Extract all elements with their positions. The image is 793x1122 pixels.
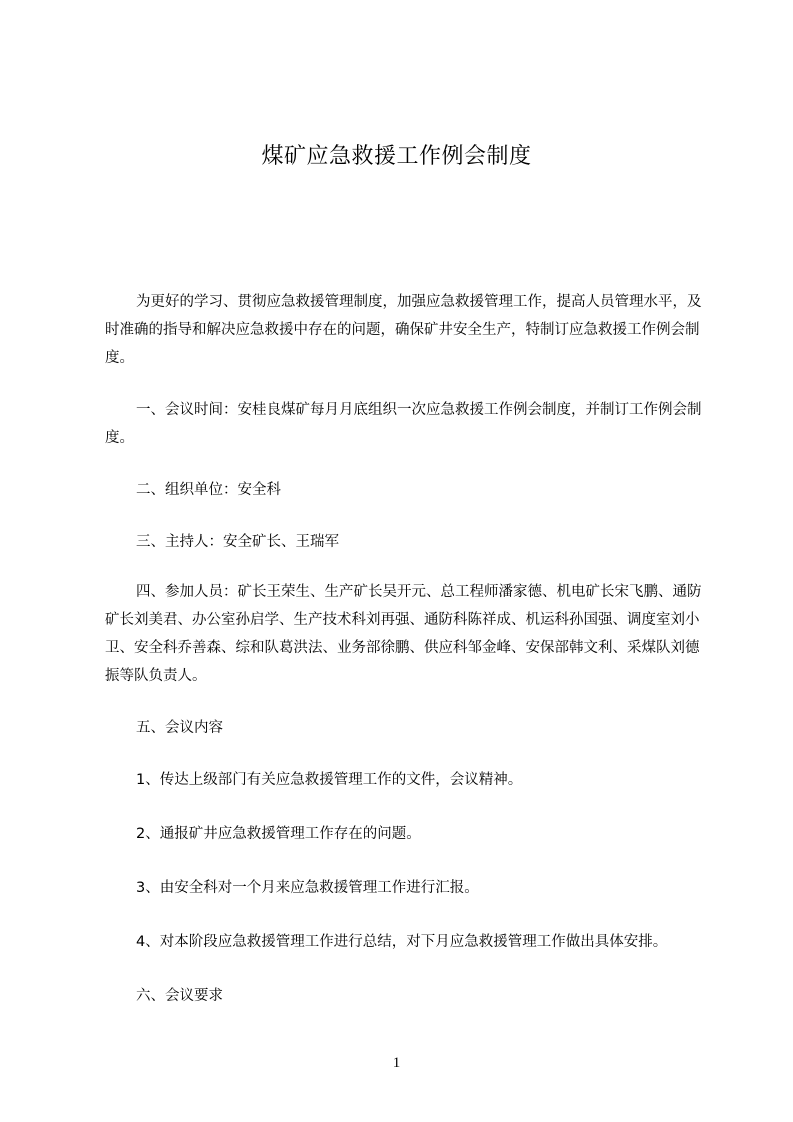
section-organizer <box>105 476 705 504</box>
content-item-2 <box>105 820 705 848</box>
section-attendees-text: 四、参加人员：矿长王荣生、生产矿长吴开元、总工程师潘家德、机电矿长宋飞鹏、通防矿长刘美君、办公室孙启学、生产技术科刘再强、通防科陈祥成、机运科孙国强、调度室刘小卫、安全科乔善森、综和队葛洪法、业务部徐鹏、供应科邹金峰、安保部韩文利、采煤队刘德振等队负责人。 <box>105 584 702 684</box>
section-organizer-text: 二、组织单位：安全科 <box>136 482 281 498</box>
content-item-4 <box>105 928 745 956</box>
section-meeting-time <box>105 396 705 452</box>
page-number: 1 <box>392 1055 401 1071</box>
content-item-4-text: 4、对本阶段应急救援管理工作进行总结，对下月应急救援管理工作做出具体安排。 <box>136 934 668 950</box>
section-host <box>105 528 705 556</box>
content-item-1-text: 1、传达上级部门有关应急救援管理工作的文件，会议精神。 <box>136 772 523 788</box>
section-meeting-content <box>105 714 705 742</box>
content-item-1 <box>105 766 705 794</box>
section-meeting-content-heading: 五、会议内容 <box>136 720 223 736</box>
section-meeting-requirements <box>105 982 705 1010</box>
content-item-2-text: 2、通报矿井应急救援管理工作存在的问题。 <box>136 826 421 842</box>
intro-paragraph <box>105 288 705 372</box>
document-title: 煤矿应急救援工作例会制度 <box>261 144 532 169</box>
section-meeting-time-text: 一、会议时间：安桂良煤矿每月月底组织一次应急救援工作例会制度，并制订工作例会制度。 <box>105 402 702 446</box>
section-host-text: 三、主持人：安全矿长、王瑞军 <box>136 534 339 550</box>
content-item-3 <box>105 874 705 902</box>
content-item-3-text: 3、由安全科对一个月来应急救援管理工作进行汇报。 <box>136 880 479 896</box>
section-meeting-requirements-heading: 六、会议要求 <box>136 988 223 1004</box>
intro-text: 为更好的学习、贯彻应急救援管理制度，加强应急救援管理工作，提高人员管理水平，及时准确的指导和解决应急救援中存在的问题，确保矿井安全生产，特制订应急救援工作例会制度。 <box>105 294 702 366</box>
section-attendees <box>105 578 705 690</box>
